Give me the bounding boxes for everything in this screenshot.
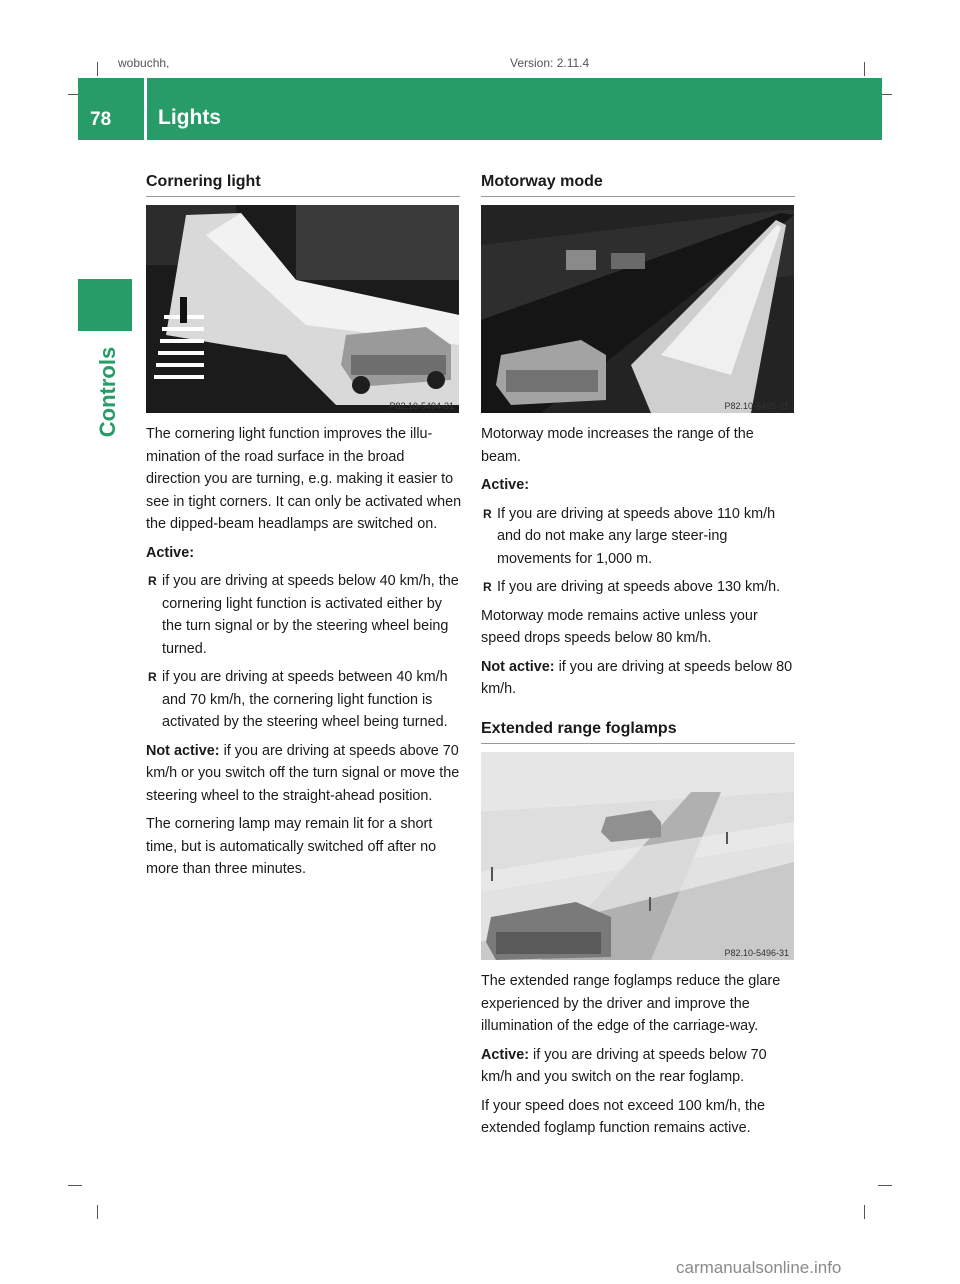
page-number: 78 bbox=[90, 109, 112, 130]
cornering-not-active bbox=[146, 740, 462, 808]
crop-mark bbox=[68, 1185, 82, 1186]
crop-mark bbox=[97, 1205, 98, 1219]
foglamps-figure bbox=[481, 752, 794, 960]
active-label: Active: bbox=[481, 1046, 529, 1063]
header-divider bbox=[144, 78, 147, 140]
cornering-active-list bbox=[146, 570, 462, 734]
cornering-light-figure bbox=[146, 205, 459, 413]
motorway-remains: Motorway mode remains active unless your speed drops speeds below 80 km/h. bbox=[481, 607, 758, 646]
foglamps-intro: The extended range foglamps reduce the glare experienced by the driver and improve the illumination of the edge of the carriage-way. bbox=[481, 973, 781, 1034]
motorway-active-list bbox=[481, 503, 797, 599]
crop-mark bbox=[864, 1205, 865, 1219]
not-active-label: Not active: bbox=[146, 742, 220, 759]
foglamps-active bbox=[481, 1044, 797, 1089]
cornering-intro: The cornering light function improves the illu-mination of the road surface in the broad direction you are turning, e.g. making it easier to see in tight corners. It can only be activated when the dipped-beam headlamps are switched on. bbox=[146, 426, 462, 532]
motorway-mode-text bbox=[481, 423, 797, 707]
not-active-text: if you are driving at speeds below 80 km/h. bbox=[481, 658, 793, 697]
active-label: Active: bbox=[481, 477, 529, 493]
motorway-mode-figure bbox=[481, 205, 794, 413]
foglamps-illustration bbox=[481, 752, 794, 960]
motorway-not-active bbox=[481, 656, 797, 701]
watermark: carmanualsonline.info bbox=[676, 1258, 842, 1277]
foglamps-heading: Extended range foglamps bbox=[481, 720, 795, 744]
not-active-label: Not active: bbox=[481, 658, 555, 675]
list-item: R if you are driving at speeds below 40 km/h, the cornering light function is activated either by the turn signal or by the steering wheel being turned. bbox=[146, 570, 462, 660]
motorway-mode-heading: Motorway mode bbox=[481, 173, 795, 197]
figure-code: P82.10-5496-31 bbox=[724, 948, 789, 958]
not-active-text: if you are driving at speeds above 70 km/h or you switch off the turn signal or move the steering wheel to the straight-ahead position. bbox=[146, 742, 460, 804]
list-item: R If you are driving at speeds above 130 km/h. bbox=[481, 576, 797, 599]
motorway-intro: Motorway mode increases the range of the beam. bbox=[481, 426, 754, 465]
foglamps-text bbox=[481, 970, 797, 1146]
print-meta-right: Version: 2.11.4 bbox=[510, 56, 590, 68]
foglamps-closing: If your speed does not exceed 100 km/h, the extended foglamp function remains active. bbox=[481, 1097, 765, 1136]
chapter-tab bbox=[78, 279, 132, 331]
list-item: R If you are driving at speeds above 110 km/h and do not make any large steer-ing movements for 1,000 m. bbox=[481, 503, 797, 571]
cornering-light-illustration bbox=[146, 205, 459, 413]
crop-mark bbox=[97, 62, 98, 76]
crop-mark bbox=[864, 62, 865, 76]
figure-code: P82.10-5495-31 bbox=[724, 401, 789, 411]
motorway-mode-illustration bbox=[481, 205, 794, 413]
crop-mark bbox=[878, 1185, 892, 1186]
active-label: Active: bbox=[146, 544, 194, 561]
cornering-light-heading: Cornering light bbox=[146, 173, 460, 197]
chapter-label: Controls bbox=[95, 346, 120, 438]
figure-code: P82.10-5494-31 bbox=[389, 401, 454, 411]
active-text: if you are driving at speeds below 70 km/h and you switch on the rear foglamp. bbox=[481, 1046, 767, 1085]
page-header bbox=[78, 78, 882, 140]
cornering-light-text bbox=[146, 423, 462, 887]
cornering-closing: The cornering lamp may remain lit for a short time, but is automatically switched off after no more than three minutes. bbox=[146, 816, 437, 877]
list-item: R if you are driving at speeds between 40 km/h and 70 km/h, the cornering light function is activated by the steering wheel being turned. bbox=[146, 666, 462, 734]
print-meta-left: wobuchh, bbox=[118, 56, 170, 68]
section-title: Lights bbox=[158, 106, 221, 129]
